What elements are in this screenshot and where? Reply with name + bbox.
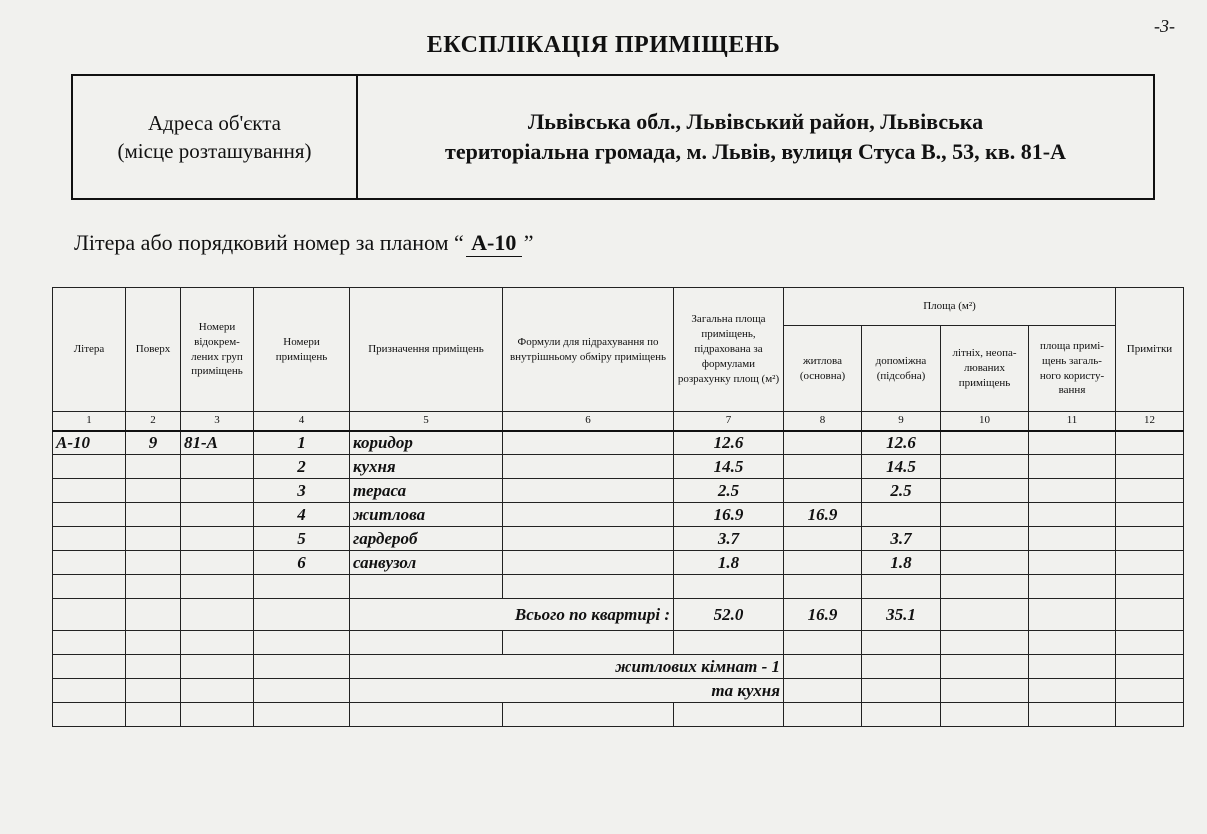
cell-aux: 1.8: [862, 551, 941, 575]
cell-litera: [53, 551, 126, 575]
col-number: 7: [674, 412, 784, 431]
col-number: 6: [503, 412, 674, 431]
cell-notes: [1116, 527, 1184, 551]
cell-floor: 9: [126, 431, 181, 455]
col-number: 12: [1116, 412, 1184, 431]
cell-room: 2: [254, 455, 350, 479]
header-area-group: Площа (м²): [784, 288, 1116, 326]
cell-notes: [1116, 431, 1184, 455]
cell-summer: [941, 455, 1029, 479]
cell-litera: [53, 479, 126, 503]
cell-room: 6: [254, 551, 350, 575]
address-box: [71, 74, 1155, 200]
cell-purpose: житлова: [350, 503, 503, 527]
table-row: [53, 455, 1184, 479]
header-floor: Поверх: [126, 288, 181, 412]
cell-room: 3: [254, 479, 350, 503]
table-row: [53, 503, 1184, 527]
header-formulas: Формули для підрахування по внутрішньому обміру приміщень: [503, 288, 674, 412]
table-row: [53, 551, 1184, 575]
cell-group: [181, 527, 254, 551]
cell-summer: [941, 431, 1029, 455]
cell-group: 81-А: [181, 431, 254, 455]
cell-litera: А-10: [53, 431, 126, 455]
cell-group: [181, 455, 254, 479]
address-value: [358, 76, 1153, 198]
cell-common: [1029, 551, 1116, 575]
col-number: 11: [1029, 412, 1116, 431]
cell-common: [1029, 527, 1116, 551]
header-summer: літніх, неопа-люваних приміщень: [941, 326, 1029, 412]
cell-formula: [503, 551, 674, 575]
cell-living: [784, 551, 862, 575]
col-number: 9: [862, 412, 941, 431]
empty-row: [53, 575, 1184, 599]
cell-total: 3.7: [674, 527, 784, 551]
cell-notes: [1116, 455, 1184, 479]
cell-total: 12.6: [674, 431, 784, 455]
cell-group: [181, 503, 254, 527]
cell-formula: [503, 503, 674, 527]
cell-purpose: санвузол: [350, 551, 503, 575]
address-label-line2: (місце розташування): [117, 139, 312, 163]
cell-floor: [126, 479, 181, 503]
cell-group: [181, 551, 254, 575]
header-auxiliary: допоміжна (підсобна): [862, 326, 941, 412]
cell-purpose: кухня: [350, 455, 503, 479]
rooms-count-note: житлових кімнат - 1: [350, 655, 784, 679]
cell-living: [784, 527, 862, 551]
litera-close-quote: ”: [523, 230, 534, 255]
total-label: Всього по квартирі :: [350, 599, 674, 631]
cell-room: 1: [254, 431, 350, 455]
empty-row: [53, 631, 1184, 655]
cell-aux: [862, 503, 941, 527]
cell-common: [1029, 479, 1116, 503]
header-notes: Примітки: [1116, 288, 1184, 412]
cell-summer: [941, 527, 1029, 551]
header-living: житлова (основна): [784, 326, 862, 412]
cell-room: 4: [254, 503, 350, 527]
cell-aux: 3.7: [862, 527, 941, 551]
address-value-line2: територіальна громада, м. Львів, вулиця Стуса В., 53, кв. 81-А: [445, 139, 1066, 164]
litera-label: Літера або порядковий номер за планом: [74, 230, 449, 255]
address-label: [73, 76, 358, 198]
cell-floor: [126, 527, 181, 551]
cell-floor: [126, 503, 181, 527]
table-row: [53, 479, 1184, 503]
total-row: [53, 599, 1184, 631]
cell-aux: 14.5: [862, 455, 941, 479]
cell-floor: [126, 455, 181, 479]
cell-total: 16.9: [674, 503, 784, 527]
cell-aux: 12.6: [862, 431, 941, 455]
explication-table: [52, 287, 1184, 727]
header-common: площа примі-щень загаль-ного користу-вання: [1029, 326, 1116, 412]
header-purpose: Призначення приміщень: [350, 288, 503, 412]
cell-purpose: коридор: [350, 431, 503, 455]
cell-total: 14.5: [674, 455, 784, 479]
cell-total: 1.8: [674, 551, 784, 575]
litera-value: А-10: [466, 230, 522, 257]
cell-formula: [503, 431, 674, 455]
cell-formula: [503, 527, 674, 551]
table-row: [53, 527, 1184, 551]
cell-summer: [941, 479, 1029, 503]
cell-room: 5: [254, 527, 350, 551]
cell-total: 2.5: [674, 479, 784, 503]
address-value-line1: Львівська обл., Львівський район, Львівська: [527, 109, 984, 135]
cell-litera: [53, 455, 126, 479]
col-number: 8: [784, 412, 862, 431]
cell-formula: [503, 455, 674, 479]
document-title: ЕКСПЛІКАЦІЯ ПРИМІЩЕНЬ: [426, 32, 781, 58]
cell-common: [1029, 503, 1116, 527]
cell-purpose: тераса: [350, 479, 503, 503]
litera-line: [74, 230, 534, 257]
header-litera: Літера: [53, 288, 126, 412]
notes-row: [53, 679, 1184, 703]
address-label-line1: Адреса об'єкта: [147, 110, 281, 135]
col-number: 2: [126, 412, 181, 431]
cell-common: [1029, 455, 1116, 479]
litera-open-quote: “: [454, 230, 464, 255]
cell-purpose: гардероб: [350, 527, 503, 551]
cell-living: [784, 455, 862, 479]
col-number: 1: [53, 412, 126, 431]
cell-summer: [941, 551, 1029, 575]
kitchen-note: та кухня: [350, 679, 784, 703]
cell-common: [1029, 431, 1116, 455]
cell-living: 16.9: [784, 503, 862, 527]
cell-notes: [1116, 479, 1184, 503]
cell-group: [181, 479, 254, 503]
cell-litera: [53, 527, 126, 551]
cell-notes: [1116, 503, 1184, 527]
cell-floor: [126, 551, 181, 575]
cell-living: [784, 479, 862, 503]
cell-aux: 2.5: [862, 479, 941, 503]
notes-row: [53, 655, 1184, 679]
header-row: [53, 288, 1184, 326]
col-number: 3: [181, 412, 254, 431]
col-number: 5: [350, 412, 503, 431]
cell-formula: [503, 479, 674, 503]
header-group-numbers: Номери відокрем-лених груп приміщень: [181, 288, 254, 412]
total-aux: 35.1: [862, 599, 941, 631]
header-total-area: Загальна площа приміщень, підрахована за формулами розрахунку площ (м²): [674, 288, 784, 412]
empty-row: [53, 703, 1184, 727]
total-living: 16.9: [784, 599, 862, 631]
header-room-numbers: Номери приміщень: [254, 288, 350, 412]
cell-notes: [1116, 551, 1184, 575]
cell-litera: [53, 503, 126, 527]
cell-summer: [941, 503, 1029, 527]
total-area: 52.0: [674, 599, 784, 631]
col-number: 10: [941, 412, 1029, 431]
cell-living: [784, 431, 862, 455]
page-number: -3-: [1154, 16, 1175, 36]
column-number-row: [53, 412, 1184, 431]
col-number: 4: [254, 412, 350, 431]
table-row: [53, 431, 1184, 455]
